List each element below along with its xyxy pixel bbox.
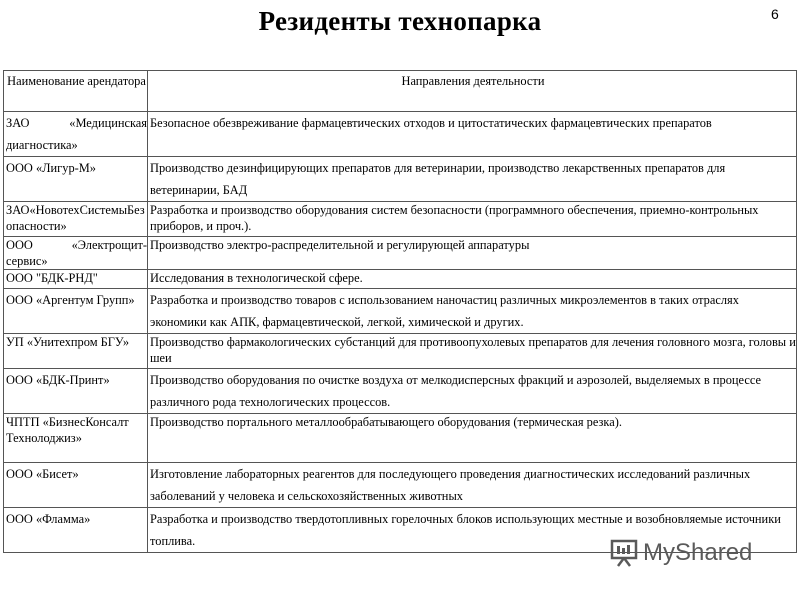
table-row — [4, 463, 797, 508]
table-row — [4, 112, 797, 157]
table-row — [4, 157, 797, 202]
tenant-name: ЗАО«НовотехСистемыБезопасности» — [4, 202, 148, 237]
tenant-name: УП «Унитехпром БГУ» — [4, 334, 148, 369]
table-row — [4, 369, 797, 414]
table-row — [4, 334, 797, 369]
tenant-name: ЗАО «Медицинская диагностика» — [4, 112, 148, 157]
tenant-activity: Разработка и производство оборудования систем безопасности (программного обеспечения, приемно-контрольных приборов, и проч.). — [148, 202, 797, 237]
tenant-name: ООО «Лигур-М» — [4, 157, 148, 202]
tenant-name: ООО «Фламма» — [4, 508, 148, 553]
table-row — [4, 414, 797, 463]
myshared-watermark — [609, 538, 752, 568]
header-tenant-name: Наименование арендатора — [4, 71, 148, 112]
table-row — [4, 270, 797, 289]
table-header-row — [4, 71, 797, 112]
tenant-name: ООО «БДК-Принт» — [4, 369, 148, 414]
tenant-activity: Производство фармакологических субстанций для противоопухолевых препаратов для лечения головного мозга, головы и шеи — [148, 334, 797, 369]
header-activity: Направления деятельности — [148, 71, 797, 112]
tenant-name: ООО «Электрощит-сервис» — [4, 237, 148, 270]
tenant-name: ООО «Бисет» — [4, 463, 148, 508]
residents-table — [3, 70, 797, 553]
tenant-activity: Разработка и производство твердотопливных горелочных блоков использующих местные и возобновляемые источники топлива. — [148, 508, 797, 553]
tenant-activity: Производство электро-распределительной и регулирующей аппаратуры — [148, 237, 797, 270]
tenant-activity: Производство оборудования по очистке воздуха от мелкодисперсных фракций и аэрозолей, выделяемых в процессе различного рода технологических процессов. — [148, 369, 797, 414]
presentation-board-icon — [609, 538, 639, 568]
table-row — [4, 202, 797, 237]
slide-title: Резиденты технопарка — [258, 6, 542, 36]
tenant-activity: Изготовление лабораторных реагентов для последующего проведения диагностических исследований различных заболеваний у человека и сельскохозяйственных животных — [148, 463, 797, 508]
watermark-text: MyShared — [643, 539, 753, 566]
tenant-activity: Производство дезинфицирующих препаратов для ветеринарии, производство лекарственных препаратов для ветеринарии, БАД — [148, 157, 797, 202]
tenant-activity: Безопасное обезвреживание фармацевтических отходов и цитостатических фармацевтических препаратов — [148, 112, 797, 157]
tenant-name: ЧПТП «БизнесКонсалт Технолоджиз» — [4, 414, 148, 463]
table-row — [4, 237, 797, 270]
tenant-name: ООО "БДК-РНД" — [4, 270, 148, 289]
page-number: 6 — [771, 6, 779, 22]
tenant-activity: Исследования в технологической сфере. — [148, 270, 797, 289]
table-row — [4, 289, 797, 334]
tenant-name: ООО «Аргентум Групп» — [4, 289, 148, 334]
tenant-activity: Разработка и производство товаров с использованием наночастиц различных микроэлементов в таких отраслях экономики как АПК, фармацевтической, легкой, химической и других. — [148, 289, 797, 334]
tenant-activity: Производство портального металлообрабатывающего оборудования (термическая резка). — [148, 414, 797, 463]
